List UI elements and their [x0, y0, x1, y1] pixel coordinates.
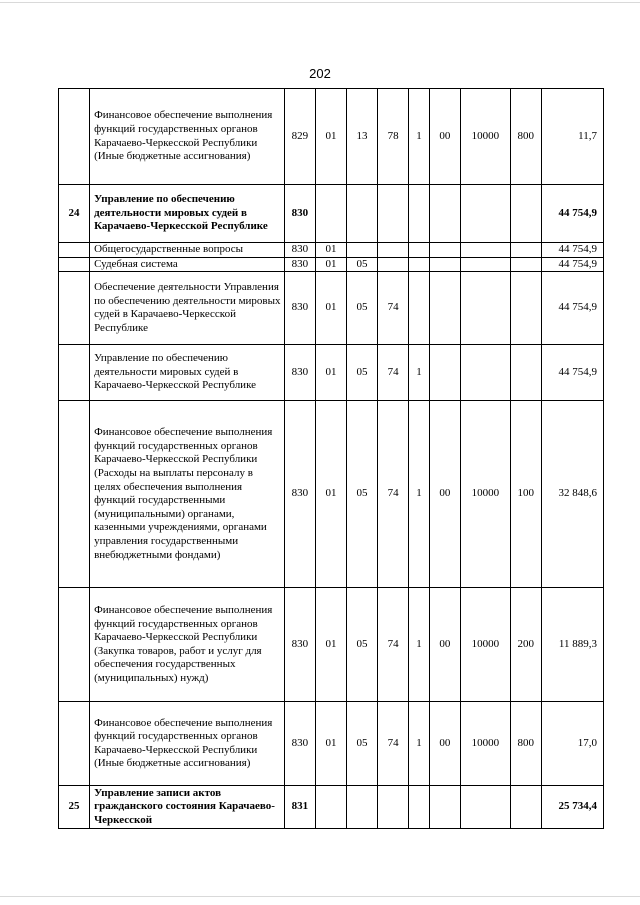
- amount: 44 754,9: [541, 185, 603, 243]
- dept-code: 830: [284, 272, 315, 345]
- row-number: [59, 257, 90, 272]
- page-number: 202: [309, 66, 331, 81]
- subprogram-code: [409, 272, 430, 345]
- subprogram-code: 1: [409, 89, 430, 185]
- expense-type-code: 800: [510, 702, 541, 786]
- expense-type-code: [510, 257, 541, 272]
- expense-type-code: 100: [510, 401, 541, 588]
- direction-code: [429, 185, 460, 243]
- amount: 32 848,6: [541, 401, 603, 588]
- program-code: [378, 786, 409, 829]
- row-number: 25: [59, 786, 90, 829]
- amount: 11,7: [541, 89, 603, 185]
- row-number: [59, 401, 90, 588]
- subsection-code: 05: [347, 401, 378, 588]
- direction-code: 00: [429, 702, 460, 786]
- table-row: [59, 89, 604, 185]
- section-code: 01: [315, 272, 346, 345]
- dept-code: 830: [284, 588, 315, 702]
- row-name: Финансовое обеспечение выполнения функций государственных органов Карачаево-Черкесской Республики (Закупка товаров, работ и услуг для обеспечения государственных (муниципальных) нужд): [90, 588, 285, 702]
- subsection-code: 13: [347, 89, 378, 185]
- amount: 11 889,3: [541, 588, 603, 702]
- expense-code: [460, 272, 510, 345]
- dept-code: 830: [284, 257, 315, 272]
- amount: 44 754,9: [541, 272, 603, 345]
- program-code: 74: [378, 588, 409, 702]
- dept-code: 830: [284, 345, 315, 401]
- dept-code: 830: [284, 243, 315, 258]
- amount: 44 754,9: [541, 257, 603, 272]
- amount: 44 754,9: [541, 243, 603, 258]
- dept-code: 830: [284, 185, 315, 243]
- direction-code: [429, 345, 460, 401]
- direction-code: 00: [429, 89, 460, 185]
- expense-code: [460, 345, 510, 401]
- row-number: [59, 243, 90, 258]
- expense-code: [460, 243, 510, 258]
- amount: 17,0: [541, 702, 603, 786]
- dept-code: 831: [284, 786, 315, 829]
- subprogram-code: [409, 185, 430, 243]
- scan-edge-top: [0, 2, 640, 3]
- section-code: [315, 786, 346, 829]
- expense-code: 10000: [460, 89, 510, 185]
- row-name: Финансовое обеспечение выполнения функций государственных органов Карачаево-Черкесской Республики (Расходы на выплаты персоналу в целях обеспечения выполнения функций государственными (муниципальными) органами, казенными учреждениями, органами управления государственными внебюджетными фондами): [90, 401, 285, 588]
- direction-code: [429, 243, 460, 258]
- row-number: [59, 345, 90, 401]
- table-row: [59, 401, 604, 588]
- scan-edge-bottom: [0, 896, 640, 897]
- table-row: [59, 345, 604, 401]
- subprogram-code: [409, 786, 430, 829]
- expense-code: [460, 185, 510, 243]
- subsection-code: [347, 185, 378, 243]
- section-code: 01: [315, 243, 346, 258]
- subprogram-code: [409, 243, 430, 258]
- direction-code: [429, 786, 460, 829]
- row-number: [59, 588, 90, 702]
- row-name: Судебная система: [90, 257, 285, 272]
- row-name: Общегосударственные вопросы: [90, 243, 285, 258]
- table-row: [59, 786, 604, 829]
- subsection-code: 05: [347, 588, 378, 702]
- subprogram-code: [409, 257, 430, 272]
- dept-code: 829: [284, 89, 315, 185]
- dept-code: 830: [284, 401, 315, 588]
- dept-code: 830: [284, 702, 315, 786]
- row-name: Финансовое обеспечение выполнения функций государственных органов Карачаево-Черкесской Республики (Иные бюджетные ассигнования): [90, 89, 285, 185]
- program-code: 74: [378, 702, 409, 786]
- program-code: 74: [378, 345, 409, 401]
- amount: 25 734,4: [541, 786, 603, 829]
- section-code: 01: [315, 588, 346, 702]
- subsection-code: 05: [347, 345, 378, 401]
- subprogram-code: 1: [409, 702, 430, 786]
- row-name: Управление по обеспечению деятельности мировых судей в Карачаево-Черкесской Республике: [90, 185, 285, 243]
- row-number: [59, 272, 90, 345]
- direction-code: 00: [429, 401, 460, 588]
- section-code: 01: [315, 702, 346, 786]
- section-code: [315, 185, 346, 243]
- subsection-code: 05: [347, 257, 378, 272]
- table-row: [59, 272, 604, 345]
- row-number: 24: [59, 185, 90, 243]
- table-row: [59, 243, 604, 258]
- program-code: 78: [378, 89, 409, 185]
- section-code: 01: [315, 257, 346, 272]
- program-code: 74: [378, 272, 409, 345]
- subsection-code: 05: [347, 702, 378, 786]
- row-name: Финансовое обеспечение выполнения функций государственных органов Карачаево-Черкесской Республики (Иные бюджетные ассигнования): [90, 702, 285, 786]
- direction-code: [429, 257, 460, 272]
- section-code: 01: [315, 89, 346, 185]
- table-row: [59, 588, 604, 702]
- subsection-code: [347, 786, 378, 829]
- program-code: [378, 243, 409, 258]
- subprogram-code: 1: [409, 345, 430, 401]
- table-row: [59, 185, 604, 243]
- expense-code: [460, 786, 510, 829]
- expense-code: 10000: [460, 401, 510, 588]
- expense-type-code: [510, 243, 541, 258]
- expense-type-code: [510, 272, 541, 345]
- section-code: 01: [315, 401, 346, 588]
- row-name: Управление по обеспечению деятельности мировых судей в Карачаево-Черкесской Республике: [90, 345, 285, 401]
- expense-type-code: 800: [510, 89, 541, 185]
- program-code: [378, 185, 409, 243]
- program-code: 74: [378, 401, 409, 588]
- table-row: [59, 702, 604, 786]
- expense-code: [460, 257, 510, 272]
- direction-code: [429, 272, 460, 345]
- program-code: [378, 257, 409, 272]
- subsection-code: 05: [347, 272, 378, 345]
- subprogram-code: 1: [409, 588, 430, 702]
- expense-type-code: [510, 345, 541, 401]
- expense-type-code: 200: [510, 588, 541, 702]
- amount: 44 754,9: [541, 345, 603, 401]
- row-name: Обеспечение деятельности Управления по обеспечению деятельности мировых судей в Карачаево-Черкесской Республике: [90, 272, 285, 345]
- expense-code: 10000: [460, 588, 510, 702]
- expense-code: 10000: [460, 702, 510, 786]
- table-row: [59, 257, 604, 272]
- expense-type-code: [510, 786, 541, 829]
- expense-type-code: [510, 185, 541, 243]
- row-number: [59, 702, 90, 786]
- direction-code: 00: [429, 588, 460, 702]
- budget-table: [58, 88, 604, 829]
- row-name: Управление записи актов гражданского состояния Карачаево-Черкесской: [90, 786, 285, 829]
- row-number: [59, 89, 90, 185]
- subprogram-code: 1: [409, 401, 430, 588]
- subsection-code: [347, 243, 378, 258]
- section-code: 01: [315, 345, 346, 401]
